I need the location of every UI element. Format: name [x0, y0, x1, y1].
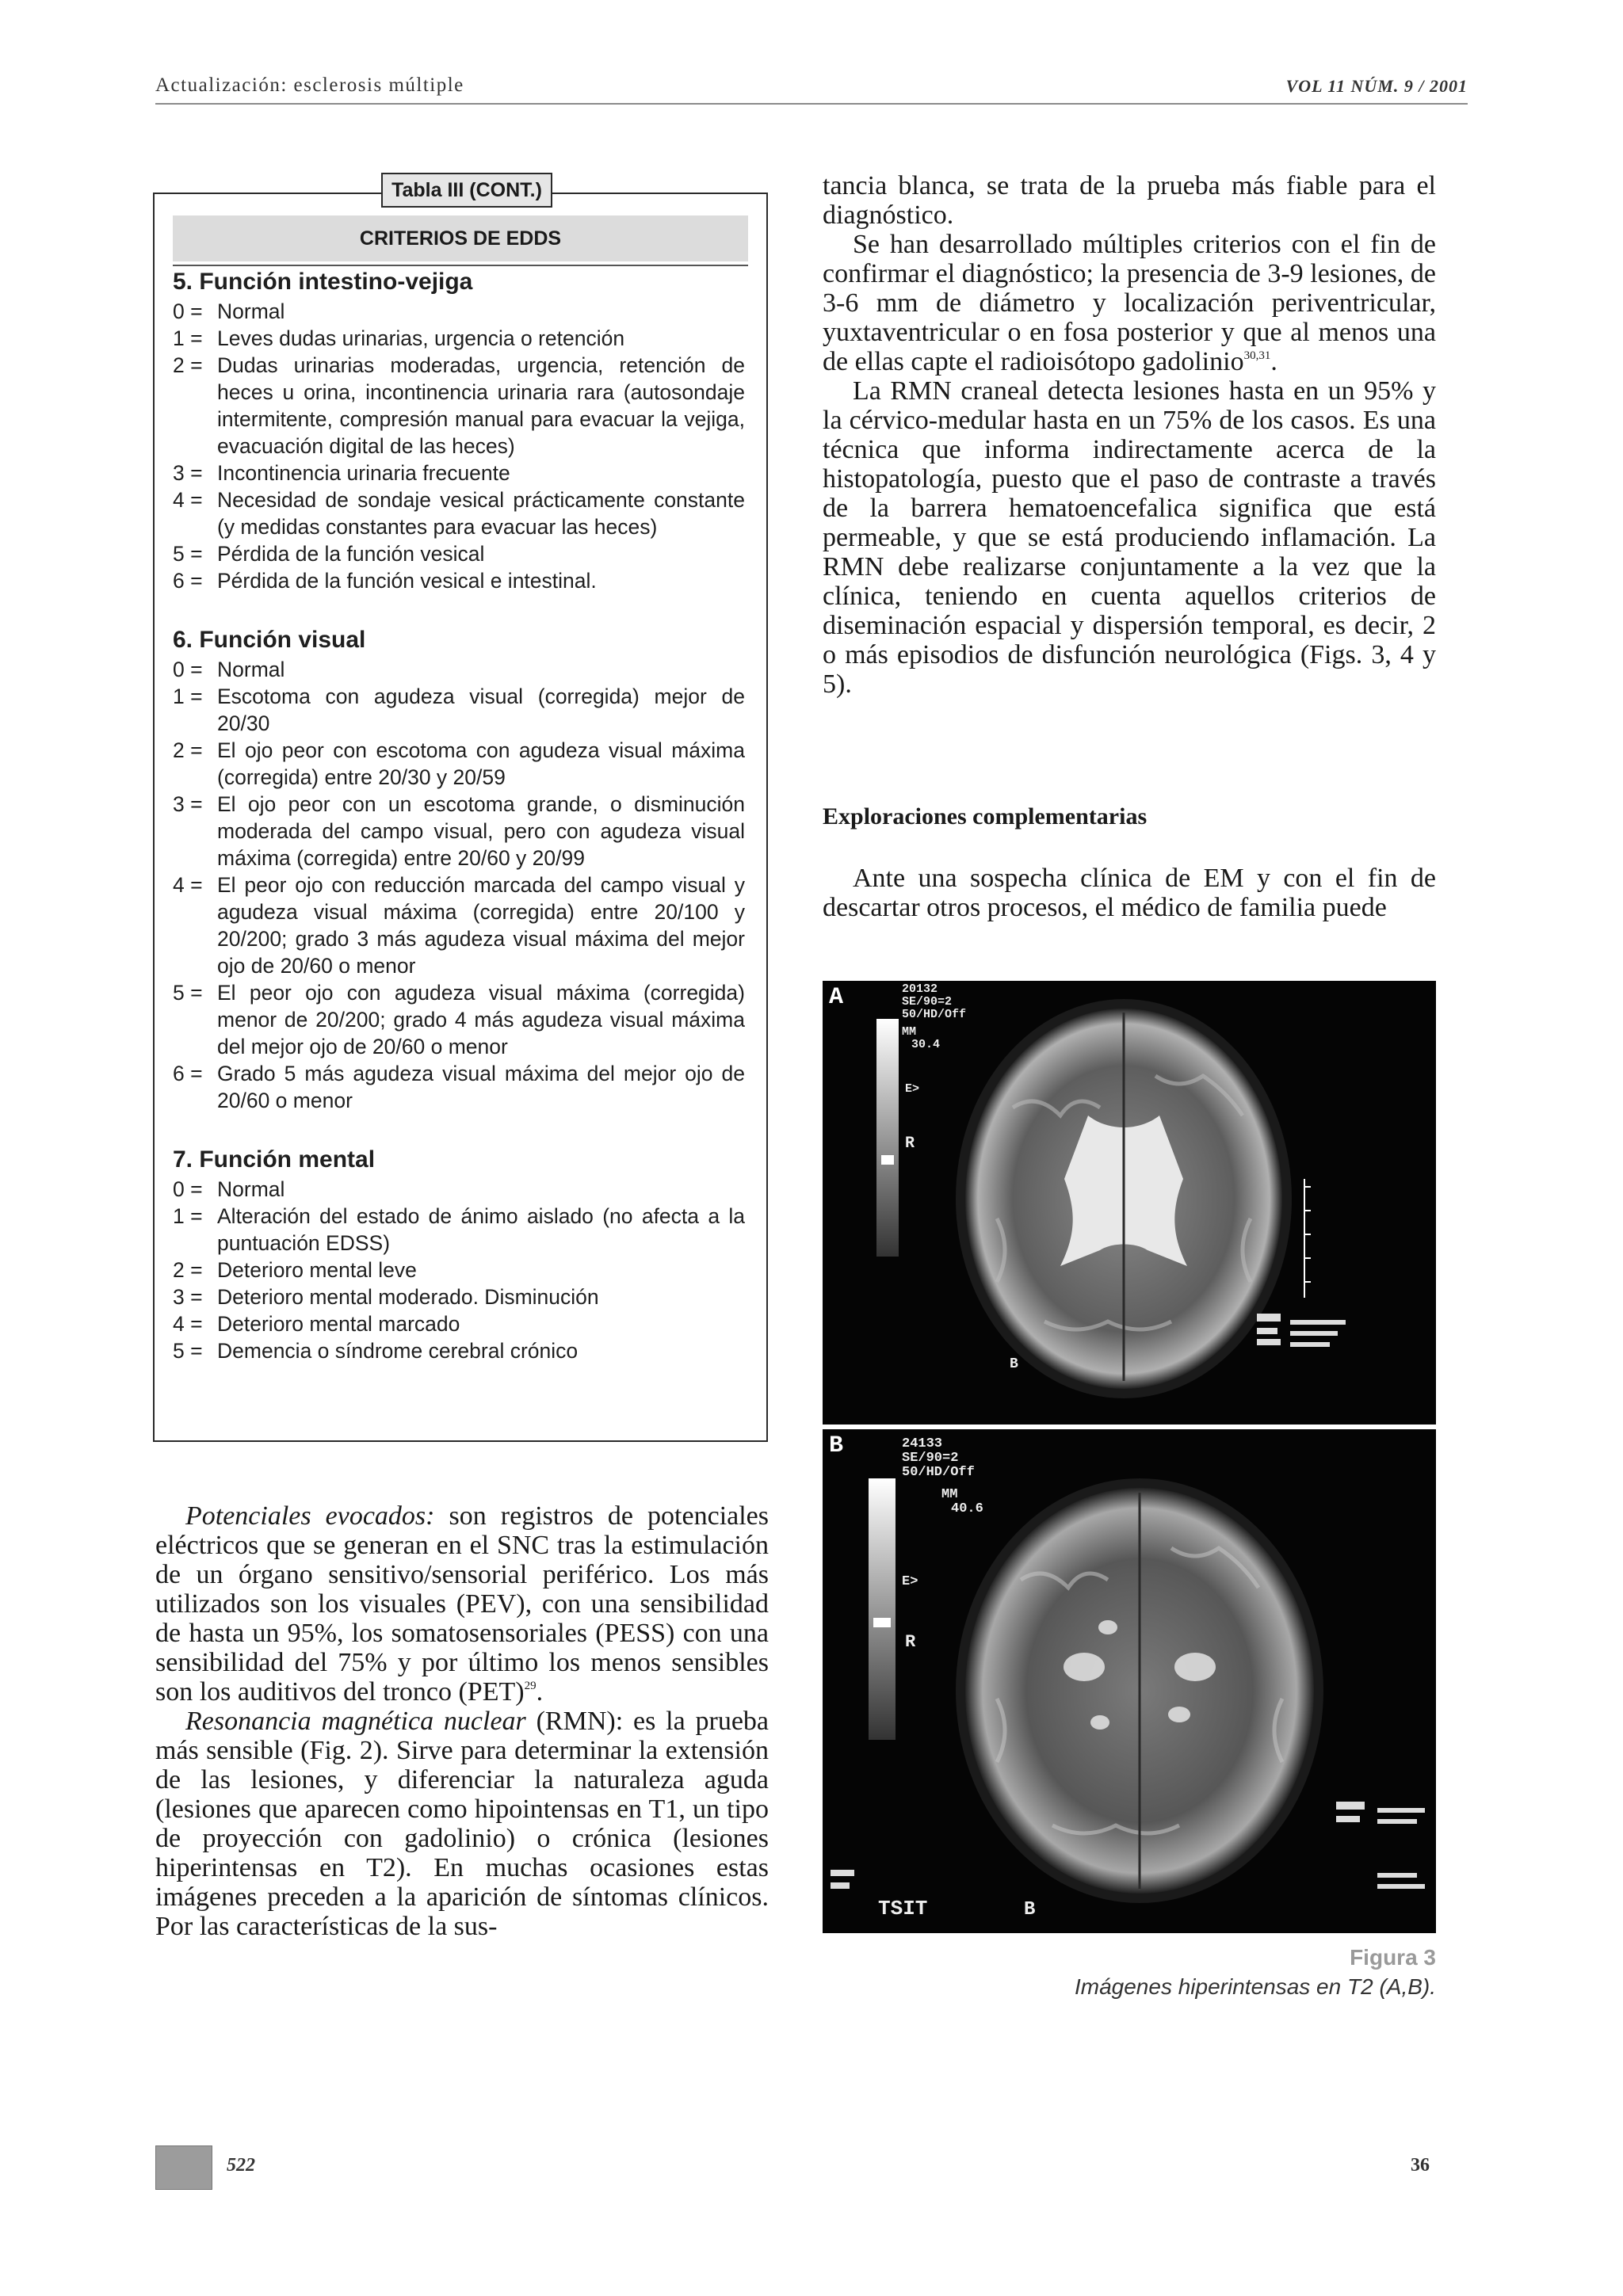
running-title: Actualización: esclerosis múltiple [155, 74, 464, 96]
list-item [173, 540, 745, 567]
item-number: 3 = [173, 1285, 203, 1309]
citation-superscript: 29 [524, 1680, 537, 1692]
scan-text: SE/90=2 [902, 1451, 959, 1466]
mri-image-a [823, 981, 1436, 1425]
list-item [173, 1337, 745, 1364]
list-item [173, 325, 745, 352]
section-heading: 5. Función intestino-vejiga [173, 269, 473, 295]
paragraph-text: Se han desarrollado múltiples criterios con el fin de confirmar el diagnóstico; la presencia de 3-9 lesiones, de 3-6 mm de diámetro y localización periventricular, yuxtaventricular o en fosa posterior y que al menos una de ellas capte el radioisótopo gadolinio [823, 230, 1436, 376]
journal-logo-icon [155, 2145, 212, 2190]
paragraph [155, 1501, 769, 1707]
section-heading: 7. Función mental [173, 1146, 376, 1173]
paragraph [155, 1707, 769, 1941]
item-text: Pérdida de la función vesical [217, 542, 485, 566]
italic-term: Resonancia magnética nuclear [185, 1707, 526, 1736]
item-text: Deterioro mental marcado [217, 1312, 460, 1336]
item-number: 6 = [173, 569, 203, 593]
item-text: Leves dudas urinarias, urgencia o retención [217, 326, 625, 350]
list-item [173, 737, 745, 791]
item-text: Pérdida de la función vesical e intestinal. [217, 569, 597, 593]
item-text: Normal [217, 658, 285, 681]
list-item [173, 460, 745, 486]
paragraph-end: . [536, 1677, 544, 1707]
scan-text: TSIT [878, 1897, 928, 1920]
table-section [173, 266, 745, 594]
citation-superscript: 30,31 [1243, 349, 1271, 362]
italic-term: Potenciales evocados: [185, 1501, 435, 1531]
figure-caption-title: Figura 3 [1350, 1945, 1436, 1970]
list-item [173, 1203, 745, 1257]
scan-text: R [905, 1135, 915, 1153]
header-rule [155, 103, 1468, 105]
item-text: Grado 5 más agudeza visual máxima del mejor ojo de 20/60 o menor [217, 1062, 745, 1112]
page-number-right: 36 [1411, 2155, 1430, 2176]
scan-text: E> [902, 1574, 918, 1589]
paragraph-text: son registros de potenciales eléctricos que se generan en el SNC tras la estimulación de un órgano sensitivo/sensorial periférico. Los más utilizados son los visuales (PEV), con una sensibilidad de hasta un 95%, los somatosensoriales (PESS) con una sensibilidad del 75% y por último los menos sensibles son los auditivos del tronco (PET) [155, 1501, 769, 1707]
item-number: 3 = [173, 792, 203, 816]
item-number: 5 = [173, 1339, 203, 1363]
list-item [173, 683, 745, 737]
item-text: Alteración del estado de ánimo aislado (no afecta a la puntuación EDSS) [217, 1204, 745, 1255]
figure-caption-text: Imágenes hiperintensas en T2 (A,B). [1074, 1974, 1436, 1999]
item-number: 4 = [173, 488, 203, 512]
table-title: Tabla III (CONT.) [381, 173, 552, 208]
paragraph: La RMN craneal detecta lesiones hasta en un 95% y la cérvico-medular hasta en un 75% de los casos. Es una técnica que informa indirectamente acerca de la histopatología, puesto que el paso de contraste a través de la barrera hematoencefalica significa que está permeable, y que se está produciendo inflamación. La RMN debe realizarse conjuntamente a la vez que la clínica, teniendo en cuenta aquellos criterios de diseminación espacial y dispersión temporal, es decir, 2 o más episodios de disfunción neurológica (Figs. 3, 4 y 5). [823, 376, 1436, 699]
item-number: 2 = [173, 1258, 203, 1282]
item-text: Demencia o síndrome cerebral crónico [217, 1339, 579, 1363]
list-item [173, 352, 745, 460]
item-text: Normal [217, 1177, 285, 1201]
item-text: El ojo peor con un escotoma grande, o disminución moderada del campo visual, pero con agudeza visual máxima (corregida) entre 20/60 y 20/99 [217, 792, 745, 870]
scan-text: R [905, 1632, 916, 1652]
item-number: 0 = [173, 299, 203, 323]
paragraph-end: . [1270, 347, 1277, 376]
item-number: 4 = [173, 873, 203, 897]
item-number: 5 = [173, 542, 203, 566]
table-section [173, 624, 745, 1114]
item-number: 0 = [173, 1177, 203, 1201]
paragraph: tancia blanca, se trata de la prueba más fiable para el diagnóstico. [823, 171, 1436, 230]
scan-text: 50/HD/Off [902, 1008, 967, 1021]
right-column-text-2 [823, 864, 1436, 922]
issue-label: VOL 11 NÚM. 9 / 2001 [1285, 76, 1468, 96]
table-subtitle: CRITERIOS DE EDDS [359, 227, 562, 250]
mri-image-b [823, 1429, 1436, 1933]
list-item [173, 1176, 745, 1203]
list-item [173, 1310, 745, 1337]
scan-text: B [1024, 1899, 1036, 1920]
item-number: 1 = [173, 685, 203, 708]
item-number: 1 = [173, 1204, 203, 1228]
paragraph-text: (RMN): es la prueba más sensible (Fig. 2). Sirve para determinar la extensión de las lesiones, y diferenciar la naturaleza aguda (lesiones que aparecen como hipointensas en T1, un tipo de proyección con gadolinio) o crónica (lesiones hiperintensas en T2). En muchas ocasiones estas imágenes preceden a la aparición de síntomas clínicos. Por las características de la sus- [155, 1707, 769, 1941]
list-item [173, 791, 745, 871]
list-item [173, 298, 745, 325]
page-number-left: 522 [227, 2155, 255, 2176]
item-text: Dudas urinarias moderadas, urgencia, retención de heces u orina, incontinencia urinaria rara (autosondaje intermitente, compresión manual para evacuar la vejiga, evacuación digital de las heces) [217, 353, 745, 458]
section-heading: 6. Función visual [173, 627, 366, 653]
item-text: El peor ojo con agudeza visual máxima (corregida) menor de 20/200; grado 4 más agudeza visual máxima del mejor ojo de 20/60 o menor [217, 981, 745, 1058]
scan-text: 50/HD/Off [902, 1465, 975, 1480]
item-number: 5 = [173, 981, 203, 1005]
left-column-text [155, 1501, 769, 1941]
item-text: El peor ojo con reducción marcada del campo visual y agudeza visual máxima (corregida) entre 20/100 y 20/200; grado 3 más agudeza visual máxima del mejor ojo de 20/60 o menor [217, 873, 745, 978]
item-number: 2 = [173, 353, 203, 377]
right-column-text [823, 171, 1436, 699]
mri-scan-a [823, 981, 1436, 1425]
item-text: Normal [217, 299, 285, 323]
scan-text: E> [905, 1082, 920, 1096]
list-item [173, 656, 745, 683]
item-text: Necesidad de sondaje vesical prácticamente constante (y medidas constantes para evacuar las heces) [217, 488, 745, 539]
list-item [173, 1060, 745, 1114]
item-text: Deterioro mental moderado. Disminución [217, 1285, 599, 1309]
scan-text: MM [941, 1487, 958, 1502]
scan-text: 20132 [902, 982, 938, 996]
table-body [173, 266, 745, 1394]
section-heading-exploraciones: Exploraciones complementarias [823, 803, 1148, 830]
list-item [173, 567, 745, 594]
item-text: Incontinencia urinaria frecuente [217, 461, 510, 485]
mri-scan-b [823, 1429, 1436, 1933]
scan-text: 24133 [902, 1436, 943, 1451]
item-text: Escotoma con agudeza visual (corregida) mejor de 20/30 [217, 685, 745, 735]
paragraph: Ante una sospecha clínica de EM y con el fin de descartar otros procesos, el médico de familia puede [823, 864, 1436, 922]
list-item [173, 871, 745, 979]
item-number: 2 = [173, 738, 203, 762]
item-number: 1 = [173, 326, 203, 350]
panel-label-b: B [829, 1432, 844, 1459]
scan-text: 40.6 [951, 1501, 983, 1516]
item-number: 6 = [173, 1062, 203, 1085]
paragraph [823, 230, 1436, 376]
scan-text: SE/90=2 [902, 995, 953, 1009]
item-number: 0 = [173, 658, 203, 681]
item-text: El ojo peor con escotoma con agudeza visual máxima (corregida) entre 20/30 y 20/59 [217, 738, 745, 789]
panel-label-a: A [829, 984, 844, 1011]
item-number: 4 = [173, 1312, 203, 1336]
list-item [173, 1283, 745, 1310]
list-item [173, 1257, 745, 1283]
scan-text: B [1010, 1356, 1018, 1372]
table-section [173, 1144, 745, 1364]
list-item [173, 979, 745, 1060]
scan-text: MM [902, 1025, 917, 1039]
item-text: Deterioro mental leve [217, 1258, 417, 1282]
scan-text: 30.4 [911, 1038, 941, 1051]
list-item [173, 486, 745, 540]
item-number: 3 = [173, 461, 203, 485]
